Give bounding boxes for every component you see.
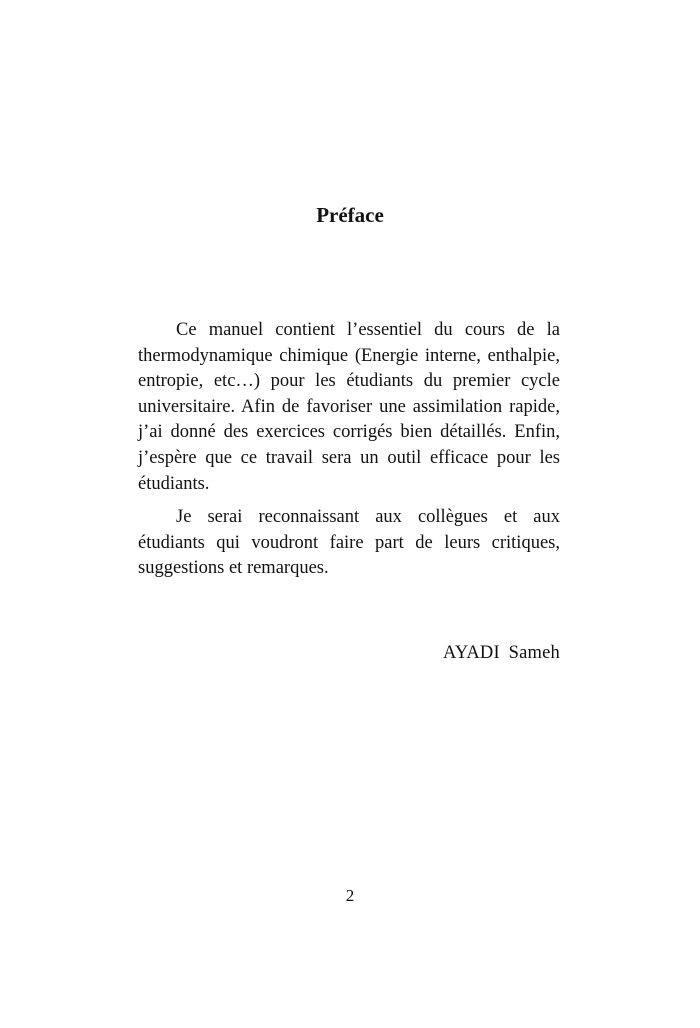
preface-body (138, 318, 560, 582)
author-signature: AYADI Sameh (442, 643, 560, 663)
preface-paragraph-1: Ce manuel contient l’essentiel du cours de la thermodynamique chimique (Energie interne, enthalpie, entropie, etc…) pour les étudiants du premier cycle universitaire. Afin de favoriser une assimilation rapide, j’ai donné des exercices corrigés bien détaillés. Enfin, j’espère que ce travail sera un outil efficace pour les étudiants. (138, 320, 560, 494)
page-number: 2 (345, 886, 355, 905)
preface-paragraph-2: Je serai reconnaissant aux collègues et aux étudiants qui voudront faire part de leurs critiques, suggestions et remarques. (138, 507, 560, 579)
page-title: Préface (316, 203, 384, 227)
